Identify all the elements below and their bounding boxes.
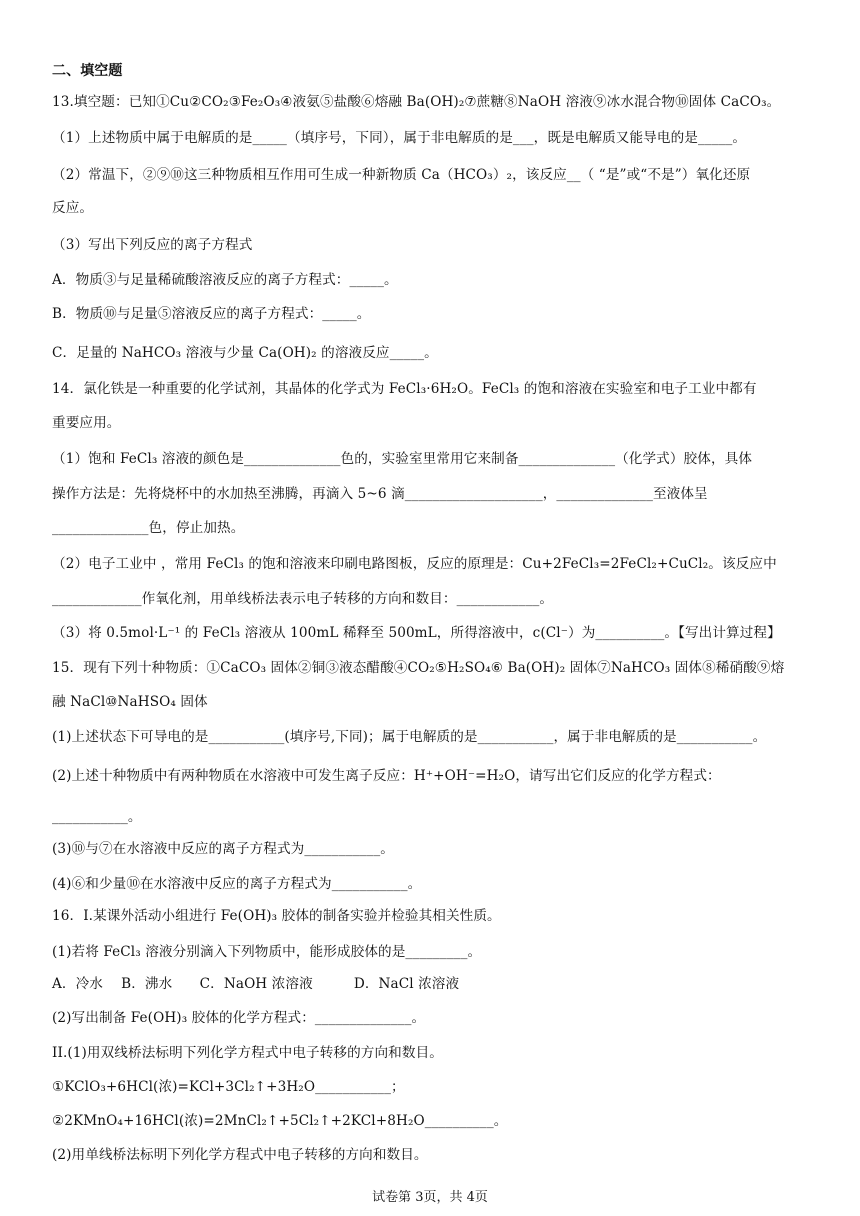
text-line: ①KClO₃+6HCl(浓)=KCl+3Cl₂↑+3H₂O___________； [52,1079,405,1095]
text-line: （2）常温下，②⑨⑩这三种物质相互作用可生成一种新物质 Ca（HCO₃）₂，该反应__（ “是”或“不是”）氧化还原 [52,167,751,183]
text-line: （3）写出下列反应的离子方程式 [52,237,253,253]
text-line: ___________。 [52,809,142,825]
text-line: (2)写出制备 Fe(OH)₃ 胶体的化学方程式：______________。 [52,1010,426,1026]
text-line: （1）上述物质中属于电解质的是_____（填序号，下同），属于非电解质的是___，既是电解质又能导电的是_____。 [52,130,747,146]
text-line: (2)上述十种物质中有两种物质在水溶液中可发生离子反应：H⁺+OH⁻=H₂O，请写出它们反应的化学方程式： [52,768,721,784]
text-line: （2）电子工业中 ，常用 FeCl₃ 的饱和溶液来印刷电路图板，反应的原理是：Cu+2FeCl₃=2FeCl₂+CuCl₂。该反应中 [52,556,777,572]
text-line: 13.填空题：已知①Cu②CO₂③Fe₂O₃④液氨⑤盐酸⑥熔融 Ba(OH)₂⑦蔗糖⑧NaOH 溶液⑨冰水混合物⑩固体 CaCO₃。 [52,94,781,110]
text-line: 重要应用。 [52,415,121,431]
text-line: (4)⑥和少量⑩在水溶液中反应的离子方程式为___________。 [52,876,422,892]
text-line: 操作方法是：先将烧杯中的水加热至沸腾，再滴入 5~6 滴____________________，______________至液体呈 [52,486,708,502]
text-line: (2)用单线桥法标明下列化学方程式中电子转移的方向和数目。 [52,1147,428,1163]
text-line: ______________色，停止加热。 [52,520,245,536]
text-line: II.(1)用双线桥法标明下列化学方程式中电子转移的方向和数目。 [52,1045,443,1061]
text-line: (1)若将 FeCl₃ 溶液分别滴入下列物质中，能形成胶体的是_________。 [52,944,482,960]
text-line: （1）饱和 FeCl₃ 溶液的颜色是______________色的，实验室里常用它来制备______________（化学式）胶体，具体 [52,451,753,467]
text-line: 融 NaCl⑩NaHSO₄ 固体 [52,694,208,710]
text-line: (1)上述状态下可导电的是___________(填序号,下同)；属于电解质的是___________，属于非电解质的是___________。 [52,729,767,745]
text-line: A．冷水 B．沸水 C．NaOH 浓溶液 D．NaCl 浓溶液 [52,976,460,992]
text-line: 15．现有下列十种物质：①CaCO₃ 固体②铜③液态醋酸④CO₂⑤H₂SO₄⑥ Ba(OH)₂ 固体⑦NaHCO₃ 固体⑧稀硝酸⑨熔 [52,660,785,676]
text-line: (3)⑩与⑦在水溶液中反应的离子方程式为___________。 [52,841,394,857]
text-line: A．物质③与足量稀硫酸溶液反应的离子方程式：_____。 [52,272,398,288]
text-line: 14．氯化铁是一种重要的化学试剂，其晶体的化学式为 FeCl₃·6H₂O。FeCl₃ 的饱和溶液在实验室和电子工业中都有 [52,381,757,397]
text-line: _____________作氧化剂，用单线桥法表示电子转移的方向和数目：____________。 [52,591,554,607]
page-footer: 试卷第 3页，共 4页 [372,1190,488,1205]
text-line: C．足量的 NaHCO₃ 溶液与少量 Ca(OH)₂ 的溶液反应_____。 [52,345,438,361]
section-title: 二、填空题 [52,63,123,79]
text-line: ②2KMnO₄+16HCl(浓)=2MnCl₂↑+5Cl₂↑+2KCl+8H₂O__________。 [52,1113,508,1129]
text-line: 16．I.某课外活动小组进行 Fe(OH)₃ 胶体的制备实验并检验其相关性质。 [52,908,501,924]
text-line: （3）将 0.5mol·L⁻¹ 的 FeCl₃ 溶液从 100mL 稀释至 500mL，所得溶液中，c(Cl⁻）为__________。【写出计算过程】 [52,625,781,641]
text-line: 反应。 [52,200,94,216]
text-line: B．物质⑩与足量⑤溶液反应的离子方程式：_____。 [52,306,371,322]
